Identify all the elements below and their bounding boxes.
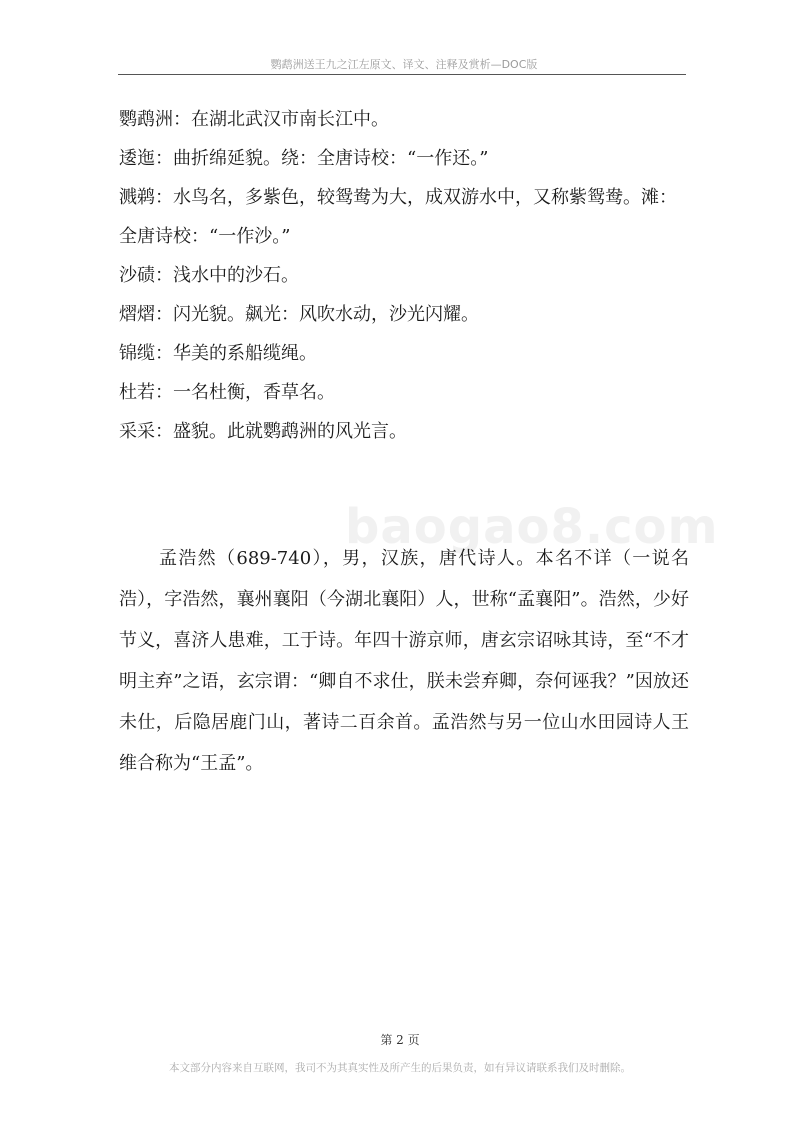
- page-header: 鹦鹉洲送王九之江左原文、译文、注释及赏析—DOC版: [270, 58, 538, 71]
- footer-disclaimer: 本文部分内容来自互联网，我司不为其真实性及所产生的后果负责，如有异议请联系我们及时删除。: [169, 1062, 631, 1074]
- annotation-item: 鹦鹉洲：在湖北武汉市南长江中。: [119, 109, 389, 130]
- annotation-item: 杜若：一名杜衡，香草名。: [119, 382, 335, 403]
- annotation-item: 熠熠：闪光貌。飙光：风吹水动，沙光闪耀。: [119, 304, 479, 325]
- header-divider: [118, 74, 686, 75]
- page-number: 第 2 页: [380, 1033, 420, 1047]
- annotation-item: 逶迤：曲折绵延貌。绕：全唐诗校：“一作还。”: [119, 148, 489, 169]
- annotation-item: 溅鹈：水鸟名，多紫色，较鸳鸯为大，成双游水中，又称紫鸳鸯。滩：全唐诗校：“一作沙。”: [119, 187, 677, 247]
- annotation-item: 采采：盛貌。此就鹦鹉洲的风光言。: [119, 421, 407, 442]
- author-biography: 孟浩然（689-740），男，汉族，唐代诗人。本名不详（一说名浩），字浩然，襄州襄阳（今湖北襄阳）人，世称“孟襄阳”。浩然，少好节义，喜济人患难，工于诗。年四十游京师，唐玄宗诏咏其诗，至“不才明主弃”之语，玄宗谓：“卿自不求仕，朕未尝弃卿，奈何诬我？”因放还未仕，后隐居鹿门山，著诗二百余首。孟浩然与另一位山水田园诗人王维合称为“王孟”。: [119, 548, 689, 774]
- watermark: baogao8.com: [345, 499, 719, 555]
- annotation-item: 锦缆：华美的系船缆绳。: [119, 343, 317, 364]
- annotation-list: [119, 100, 684, 451]
- annotation-item: 沙碛：浅水中的沙石。: [119, 265, 299, 286]
